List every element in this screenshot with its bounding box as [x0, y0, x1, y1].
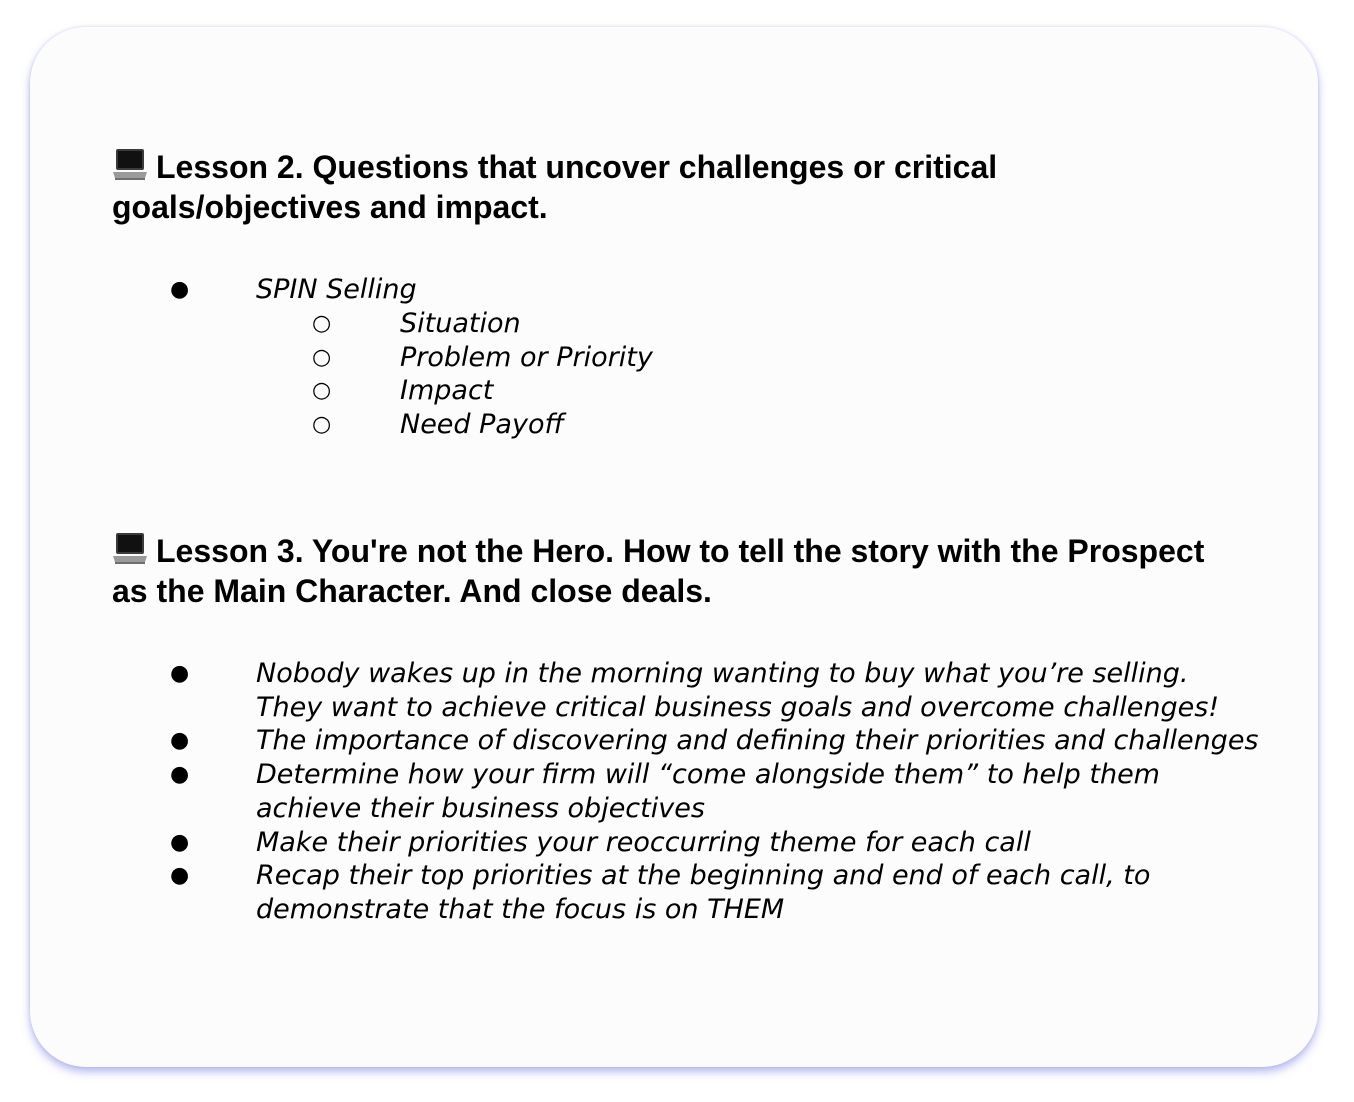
list-item: [112, 273, 417, 307]
sub-bullet-icon: ○: [312, 378, 332, 404]
lesson-2-heading: [112, 147, 1222, 227]
bullet-icon: ●: [170, 661, 190, 686]
sublist-item: [256, 307, 653, 341]
lesson-2-section: [112, 147, 1222, 227]
list-item: [112, 859, 1262, 926]
list-item-text: Nobody wakes up in the morning wanting to buy what you’re selling. They want to achieve critical business goals and overcome challenges!: [256, 658, 1220, 723]
bullet-icon: ●: [170, 728, 190, 754]
list-item-text: Determine how your firm will “come alongside them” to help them achieve their business objectives: [256, 759, 1160, 824]
lesson-2-title: Lesson 2. Questions that uncover challenges or critical goals/objectives and impact.: [112, 149, 998, 225]
list-item: [112, 758, 1262, 825]
sublist-item-text: Situation: [400, 308, 521, 339]
list-item: [112, 657, 1262, 724]
sublist-item: [256, 341, 653, 375]
sub-bullet-icon: ○: [312, 311, 332, 336]
sublist-item: [256, 408, 653, 442]
sub-bullet-icon: ○: [312, 344, 332, 370]
list-item-text: The importance of discovering and defining their priorities and challenges: [256, 725, 1259, 757]
bullet-icon: ●: [170, 277, 190, 302]
spin-selling-sublist: [256, 307, 653, 442]
list-item-text: Recap their top priorities at the beginning and end of each call, to demonstrate that the focus is on THEM: [256, 860, 1151, 925]
bullet-icon: ●: [170, 863, 190, 889]
laptop-icon: [112, 531, 148, 565]
bullet-icon: ●: [170, 829, 190, 855]
bullet-icon: ●: [170, 762, 190, 788]
lesson-2-list: [112, 273, 417, 307]
list-item: [112, 826, 1262, 860]
sublist-item-text: Impact: [400, 375, 494, 407]
list-item: [112, 724, 1262, 758]
sublist-item: [256, 374, 653, 408]
list-item-text: Make their priorities your reoccurring theme for each call: [256, 826, 1031, 858]
list-item-text: SPIN Selling: [256, 274, 417, 305]
lesson-3-title: Lesson 3. You're not the Hero. How to tell the story with the Prospect as the Main Character. And close deals.: [112, 533, 1205, 609]
sublist-item-text: Need Payoff: [400, 409, 564, 441]
content-card: [30, 27, 1318, 1067]
sublist-item-text: Problem or Priority: [400, 341, 653, 373]
lesson-3-list: [112, 657, 1262, 927]
lesson-3-heading: [112, 531, 1222, 611]
laptop-icon: [112, 147, 148, 181]
sub-bullet-icon: ○: [312, 412, 332, 438]
lesson-3-section: [112, 531, 1222, 611]
